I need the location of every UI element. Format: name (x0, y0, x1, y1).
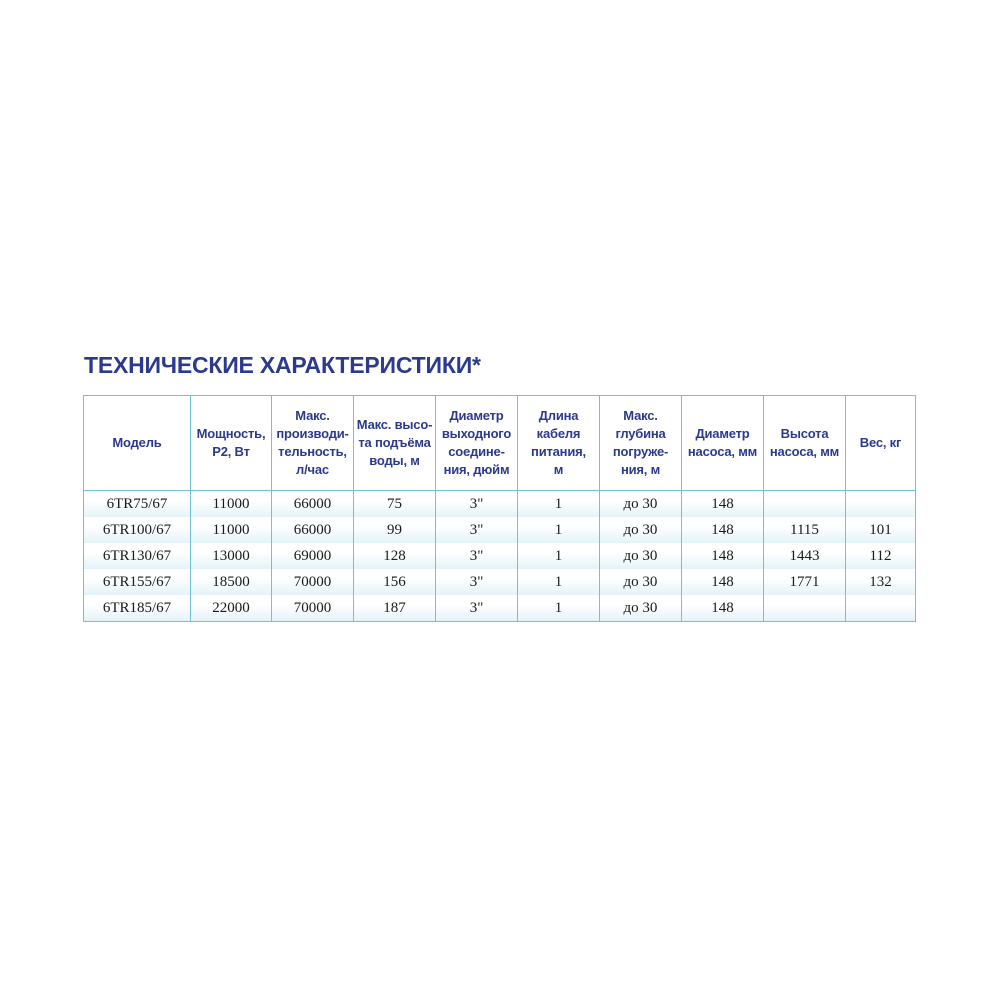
cell-power: 11000 (191, 491, 272, 518)
header-model: Модель (84, 396, 191, 491)
cell-max-flow: 70000 (272, 569, 354, 595)
cell-weight: 112 (846, 543, 916, 569)
cell-power: 18500 (191, 569, 272, 595)
cell-max-flow: 70000 (272, 595, 354, 622)
cell-weight (846, 595, 916, 622)
cell-pump-height: 1771 (764, 569, 846, 595)
cell-max-head: 75 (354, 491, 436, 518)
cell-cable-length: 1 (518, 517, 600, 543)
cell-pump-diameter: 148 (682, 595, 764, 622)
cell-max-flow: 66000 (272, 491, 354, 518)
cell-pump-height: 1115 (764, 517, 846, 543)
header-power: Мощность, Р2, Вт (191, 396, 272, 491)
cell-outlet-diameter: 3" (436, 491, 518, 518)
cell-max-depth: до 30 (600, 569, 682, 595)
table-row (84, 517, 916, 543)
header-pump-diameter: Диаметр насоса, мм (682, 396, 764, 491)
cell-outlet-diameter: 3" (436, 517, 518, 543)
cell-pump-diameter: 148 (682, 517, 764, 543)
cell-pump-height (764, 595, 846, 622)
section-title: ТЕХНИЧЕСКИЕ ХАРАКТЕРИСТИКИ* (84, 352, 481, 378)
cell-power: 13000 (191, 543, 272, 569)
header-cable-length: Длина кабеля питания, м (518, 396, 600, 491)
cell-cable-length: 1 (518, 491, 600, 518)
cell-weight: 101 (846, 517, 916, 543)
cell-pump-height (764, 491, 846, 518)
header-outlet-diameter: Диаметр выходного соедине- ния, дюйм (436, 396, 518, 491)
cell-cable-length: 1 (518, 595, 600, 622)
specifications-table (83, 395, 916, 622)
cell-max-depth: до 30 (600, 491, 682, 518)
cell-cable-length: 1 (518, 543, 600, 569)
cell-model: 6TR100/67 (84, 517, 191, 543)
cell-pump-diameter: 148 (682, 491, 764, 518)
cell-max-head: 99 (354, 517, 436, 543)
table-row (84, 569, 916, 595)
cell-cable-length: 1 (518, 569, 600, 595)
cell-model: 6TR130/67 (84, 543, 191, 569)
table-row (84, 491, 916, 518)
header-weight: Вес, кг (846, 396, 916, 491)
cell-power: 11000 (191, 517, 272, 543)
cell-pump-diameter: 148 (682, 543, 764, 569)
header-max-head: Макс. высо- та подъёма воды, м (354, 396, 436, 491)
cell-pump-diameter: 148 (682, 569, 764, 595)
cell-max-head: 187 (354, 595, 436, 622)
cell-outlet-diameter: 3" (436, 543, 518, 569)
cell-max-depth: до 30 (600, 595, 682, 622)
header-row (84, 396, 916, 491)
cell-model: 6TR185/67 (84, 595, 191, 622)
cell-max-depth: до 30 (600, 517, 682, 543)
cell-max-head: 128 (354, 543, 436, 569)
cell-power: 22000 (191, 595, 272, 622)
header-pump-height: Высота насоса, мм (764, 396, 846, 491)
cell-max-head: 156 (354, 569, 436, 595)
cell-outlet-diameter: 3" (436, 595, 518, 622)
cell-max-depth: до 30 (600, 543, 682, 569)
cell-model: 6TR155/67 (84, 569, 191, 595)
cell-weight: 132 (846, 569, 916, 595)
table-row (84, 543, 916, 569)
cell-model: 6TR75/67 (84, 491, 191, 518)
header-max-flow: Макс. производи- тельность, л/час (272, 396, 354, 491)
cell-weight (846, 491, 916, 518)
cell-max-flow: 69000 (272, 543, 354, 569)
table-row (84, 595, 916, 622)
cell-max-flow: 66000 (272, 517, 354, 543)
header-max-depth: Макс. глубина погруже- ния, м (600, 396, 682, 491)
cell-pump-height: 1443 (764, 543, 846, 569)
cell-outlet-diameter: 3" (436, 569, 518, 595)
